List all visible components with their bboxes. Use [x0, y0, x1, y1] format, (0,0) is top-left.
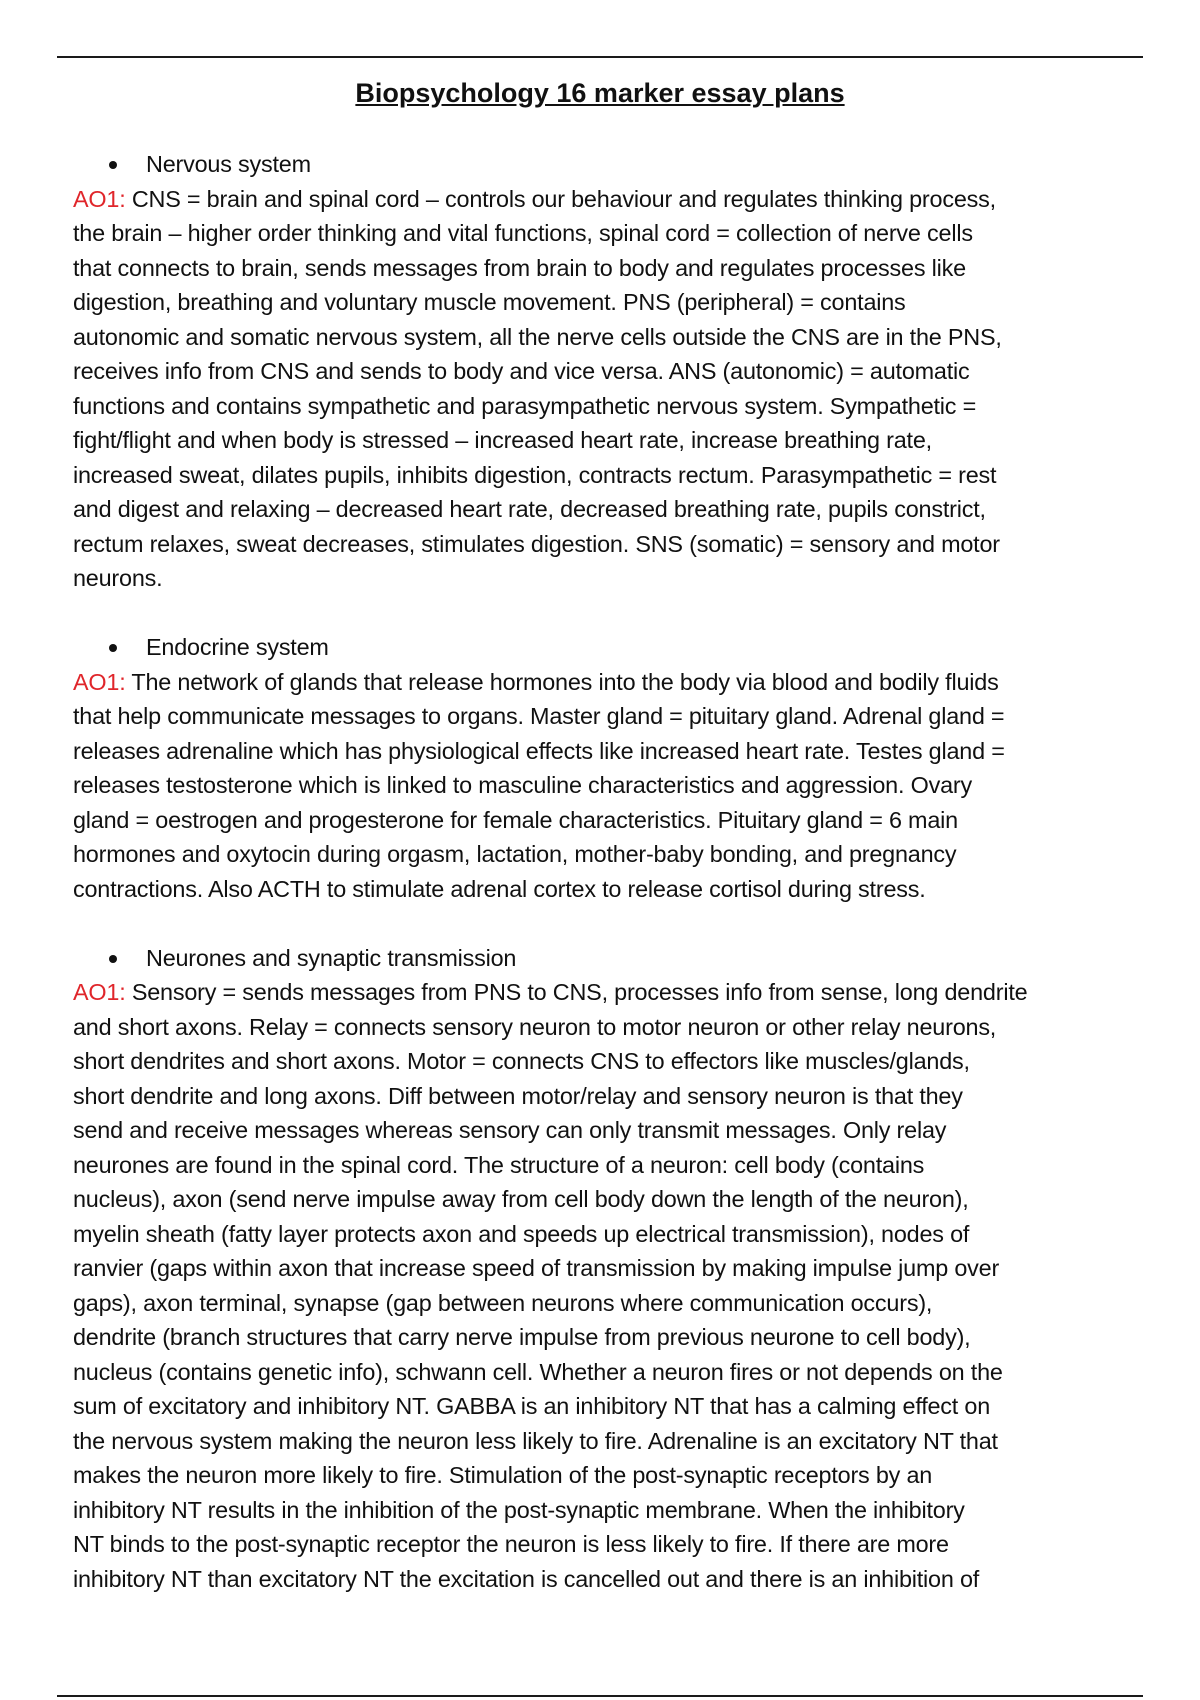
paragraph-line: dendrite (branch structures that carry nerve impulse from previous neurone to cell body), [73, 1324, 971, 1350]
paragraph-line: the brain – higher order thinking and vital functions, spinal cord = collection of nerve cells [73, 220, 973, 246]
section-heading [73, 941, 1123, 976]
section-heading [73, 147, 1123, 182]
paragraph-line: neurones are found in the spinal cord. The structure of a neuron: cell body (contains [73, 1151, 925, 1178]
paragraph-line: NT binds to the post-synaptic receptor the neuron is less likely to fire. If there are more [73, 1531, 949, 1557]
paragraph-line: releases testosterone which is linked to masculine characteristics and aggression. Ovary [73, 772, 972, 798]
paragraph-line: myelin sheath (fatty layer protects axon and speeds up electrical transmission), nodes of [73, 1220, 970, 1247]
paragraph-line: ranvier (gaps within axon that increase speed of transmission by making impulse jump over [73, 1255, 1000, 1281]
paragraph-line: nucleus (contains genetic info), schwann cell. Whether a neuron fires or not depends on the [73, 1358, 1003, 1385]
paragraph-line [73, 182, 1123, 217]
section-paragraph [73, 975, 1123, 1596]
section-nervous-system [73, 147, 1123, 596]
paragraph-line: functions and contains sympathetic and parasympathetic nervous system. Sympathetic = [73, 392, 977, 419]
section-heading-text: Nervous system [146, 151, 311, 177]
ao1-label: AO1: [73, 185, 126, 212]
bullet-icon [109, 161, 117, 169]
ao1-label: AO1: [73, 668, 126, 695]
section-paragraph [73, 665, 1123, 907]
section-heading-text: Endocrine system [146, 634, 329, 660]
paragraph-text: CNS = brain and spinal cord – controls our behaviour and regulates thinking process, [125, 185, 996, 212]
header-rule [57, 56, 1143, 58]
bullet-icon [109, 955, 117, 963]
paragraph-line: inhibitory NT than excitatory NT the excitation is cancelled out and there is an inhibition of [73, 1565, 980, 1592]
section-heading [73, 630, 1123, 665]
paragraph-line: increased sweat, dilates pupils, inhibits digestion, contracts rectum. Parasympathetic = rest [73, 461, 997, 488]
paragraph-text: The network of glands that release hormones into the body via blood and bodily fluids [125, 668, 999, 695]
section-paragraph [73, 182, 1123, 596]
paragraph-line: contractions. Also ACTH to stimulate adrenal cortex to release cortisol during stress. [73, 875, 926, 902]
paragraph-line: digestion, breathing and voluntary muscle movement. PNS (peripheral) = contains [73, 289, 906, 315]
paragraph-line: releases adrenaline which has physiological effects like increased heart rate. Testes gland = [73, 737, 1005, 764]
section-neurones-synaptic-transmission [73, 941, 1123, 1597]
document-title: Biopsychology 16 marker essay plans [355, 78, 845, 108]
paragraph-line: fight/flight and when body is stressed – increased heart rate, increase breathing rate, [73, 427, 932, 453]
footer-rule [57, 1695, 1143, 1697]
paragraph-line: gland = oestrogen and progesterone for female characteristics. Pituitary gland = 6 main [73, 806, 958, 833]
paragraph-line: inhibitory NT results in the inhibition of the post-synaptic membrane. When the inhibitory [73, 1496, 965, 1523]
section-endocrine-system [73, 630, 1123, 906]
paragraph-line: neurons. [73, 565, 163, 591]
paragraph-line [73, 665, 1123, 700]
paragraph-line: that connects to brain, sends messages from brain to body and regulates processes like [73, 254, 966, 281]
paragraph-line: hormones and oxytocin during orgasm, lactation, mother-baby bonding, and pregnancy [73, 841, 957, 867]
paragraph-line: sum of excitatory and inhibitory NT. GABBA is an inhibitory NT that has a calming effect on [73, 1393, 991, 1419]
paragraph-line: autonomic and somatic nervous system, all the nerve cells outside the CNS are in the PNS, [73, 323, 1002, 350]
document-body [73, 147, 1123, 1596]
paragraph-line [73, 975, 1123, 1010]
paragraph-line: makes the neuron more likely to fire. Stimulation of the post-synaptic receptors by an [73, 1462, 933, 1488]
paragraph-line: the nervous system making the neuron less likely to fire. Adrenaline is an excitatory NT that [73, 1427, 998, 1454]
paragraph-text: Sensory = sends messages from PNS to CNS, processes info from sense, long dendrite [125, 979, 1028, 1005]
section-heading-text: Neurones and synaptic transmission [146, 944, 517, 971]
paragraph-line: that help communicate messages to organs. Master gland = pituitary gland. Adrenal gland = [73, 703, 1005, 729]
paragraph-line: short dendrites and short axons. Motor = connects CNS to effectors like muscles/glands, [73, 1048, 970, 1074]
paragraph-line: send and receive messages whereas sensory can only transmit messages. Only relay [73, 1117, 947, 1143]
paragraph-line: receives info from CNS and sends to body and vice versa. ANS (autonomic) = automatic [73, 358, 970, 384]
paragraph-line: nucleus), axon (send nerve impulse away from cell body down the length of the neuron), [73, 1186, 969, 1212]
paragraph-line: rectum relaxes, sweat decreases, stimulates digestion. SNS (somatic) = sensory and motor [73, 530, 1000, 557]
paragraph-line: and short axons. Relay = connects sensory neuron to motor neuron or other relay neurons, [73, 1013, 997, 1040]
paragraph-line: short dendrite and long axons. Diff between motor/relay and sensory neuron is that they [73, 1082, 963, 1109]
paragraph-line: and digest and relaxing – decreased heart rate, decreased breathing rate, pupils constrict, [73, 496, 986, 522]
bullet-icon [109, 644, 117, 652]
paragraph-line: gaps), axon terminal, synapse (gap between neurons where communication occurs), [73, 1289, 933, 1316]
ao1-label: AO1: [73, 979, 126, 1005]
